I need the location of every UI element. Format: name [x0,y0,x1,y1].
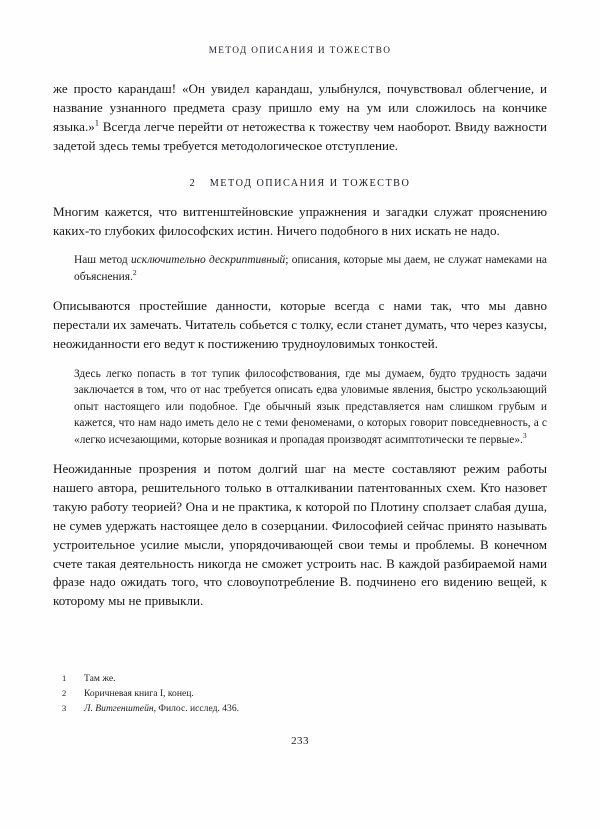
paragraph-3: Описываются простейшие данности, которые всегда с нами так, что мы давно перестали их замечать. Читатель собьется с толку, если станет думать, что через казусы, неожиданности его ведут к постижению трудноуловимых тонкостей. [53,298,547,352]
footnote-number: 1 [62,673,67,683]
footnote-plain: , Филос. исслед. 436. [153,703,240,715]
footnote-plain: Коричневая книга I, конец. [84,688,194,700]
blockquote-2-text [74,366,547,448]
footnote-marker-2[interactable]: 2 [132,268,137,278]
blockquote-1-text [74,252,547,285]
blockquote-1-text-a: Наш метод [74,254,131,267]
footnote-text [84,686,492,701]
footnote-marker-3[interactable]: 3 [522,430,527,440]
footnote-item [62,686,492,701]
section-number: 2 [189,177,196,189]
blockquote-2 [53,366,547,448]
running-head: МЕТОД ОПИСАНИЯ И ТОЖЕСТВО [208,46,392,56]
page-content [53,46,547,611]
footnote-item [62,701,492,716]
paragraph-continued-text-a: же просто карандаш! «Он увидел карандаш, улыбнулся, почувствовал облегчение, и название узнанного предмета сразу пришло ему на ум или сложилось на кончике языка.» [53,81,547,134]
section-title: МЕТОД ОПИСАНИЯ И ТОЖЕСТВО [209,177,411,189]
paragraph-2: Многим кажется, что витгенштейновские упражнения и загадки служат прояснению каких-то глубоких философских истин. Ничего подобного в них искать не надо. [53,203,547,238]
footnotes-block [62,671,492,717]
paragraph-4: Неожиданные прозрения и потом долгий шаг на месте составляют режим работы нашего автора, решительного только в отталкивании патентованных схем. Кто назовет такую работу теорией? Она и не практика, к которой по Плотину сползает слабая душа, не сумев удержать настоящее дело в созерцании. Философией сейчас принято называть устроительное усилие мысли, упорядочивающей свои темы и проблемы. В конечном счете такая деятельность никогда не сможет устроить нас. В каждой разбираемой нами фразе надо ожидать того, что словоупотребление В. подчинено его видению вещей, к которому мы не привыкли. [53,461,547,609]
blockquote-1-italic: исключительно дескриптивный [130,254,286,267]
footnote-text [84,671,492,686]
footnote-marker-1[interactable]: 1 [94,117,100,128]
footnote-plain: Там же. [84,673,116,684]
section-heading [53,178,547,189]
footnote-number: 2 [62,688,67,699]
page-number: 233 [291,735,309,747]
footnote-italic: Л. Витгенштейн [84,703,154,715]
paragraph-continued [53,80,547,156]
paragraph-continued-text-b: Всегда легче перейти от нетожества к тожеству чем наоборот. Ввиду важности задетой здесь темы требуется методологическое отступление. [53,118,547,153]
blockquote-2-body: Здесь легко попасть в тот тупик философствования, где мы думаем, будто трудность задачи заключается в том, что от нас требуется описать едва уловимые явления, быстро ускользающий опыт настоящего или подобное. Где обычный язык представляется нам слишком грубым и кажется, что нам надо иметь дело не с теми феноменами, о которых говорит повседневность, а с «легко исчезающими, которые возникая и пропадая производят асимптотически те первые». [74,367,547,446]
footnote-item [62,671,492,686]
footnote-text [84,701,492,716]
footnote-number: 3 [62,703,67,714]
blockquote-1 [53,252,547,285]
blockquote-1-text-b: ; описания, которые мы даем, не служат намеками на объяснения. [74,254,547,283]
